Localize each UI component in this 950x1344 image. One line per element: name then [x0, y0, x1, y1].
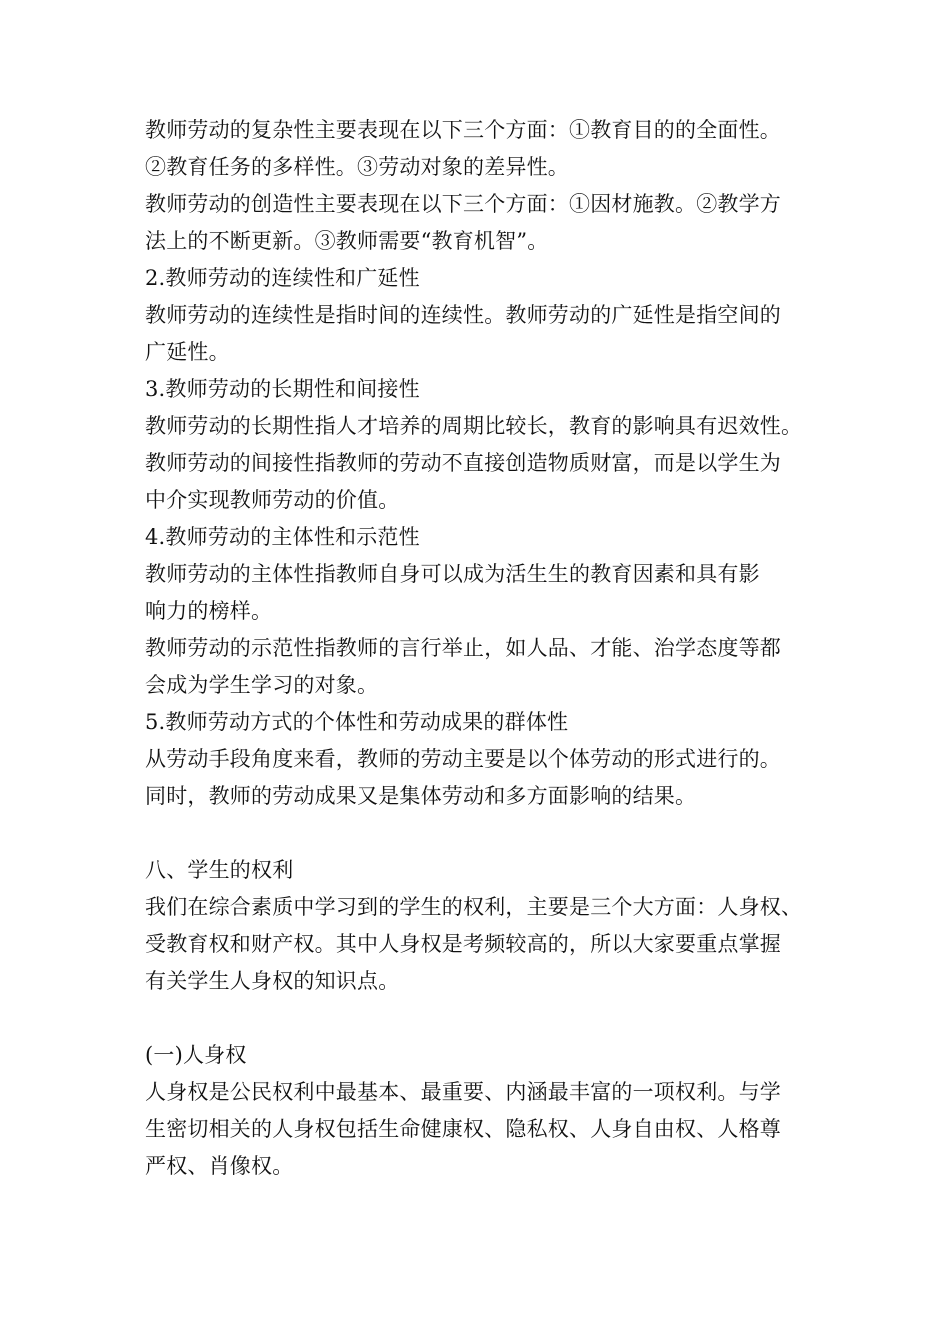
- text-line: 教师劳动的间接性指教师的劳动不直接创造物质财富，而是以学生为: [145, 451, 781, 475]
- text-line: 法上的不断更新。③教师需要“教育机智”。: [145, 229, 549, 253]
- text-line: 响力的榜样。: [145, 599, 273, 623]
- section-heading: 3.教师劳动的长期性和间接性: [145, 377, 420, 401]
- blank-line: [145, 815, 825, 852]
- text-line: 严权、肖像权。: [145, 1154, 294, 1178]
- subsection-heading: (一)人身权: [145, 1043, 247, 1067]
- text-line: 教师劳动的长期性指人才培养的周期比较长，教育的影响具有迟效性。: [145, 414, 803, 438]
- section-heading: 5.教师劳动方式的个体性和劳动成果的群体性: [145, 710, 569, 734]
- text-line: 受教育权和财产权。其中人身权是考频较高的，所以大家要重点掌握: [145, 932, 781, 956]
- section-heading: 2.教师劳动的连续性和广延性: [145, 266, 420, 290]
- text-line: 同时，教师的劳动成果又是集体劳动和多方面影响的结果。: [145, 784, 697, 808]
- blank-line: [145, 1000, 825, 1037]
- text-line: 教师劳动的示范性指教师的言行举止，如人品、才能、治学态度等都: [145, 636, 781, 660]
- text-line: 从劳动手段角度来看，教师的劳动主要是以个体劳动的形式进行的。: [145, 747, 781, 771]
- text-line: 生密切相关的人身权包括生命健康权、隐私权、人身自由权、人格尊: [145, 1117, 781, 1141]
- document-page: [145, 112, 825, 1185]
- text-line: 广延性。: [145, 340, 230, 364]
- text-line: 教师劳动的复杂性主要表现在以下三个方面：①教育目的的全面性。: [145, 118, 781, 142]
- text-line: 教师劳动的主体性指教师自身可以成为活生生的教育因素和具有影: [145, 562, 760, 586]
- text-line: 有关学生人身权的知识点。: [145, 969, 400, 993]
- text-line: 教师劳动的创造性主要表现在以下三个方面：①因材施教。②教学方: [145, 192, 781, 216]
- text-line: 教师劳动的连续性是指时间的连续性。教师劳动的广延性是指空间的: [145, 303, 781, 327]
- chapter-heading: 八、学生的权利: [145, 858, 294, 882]
- text-line: 人身权是公民权利中最基本、最重要、内涵最丰富的一项权利。与学: [145, 1080, 781, 1104]
- text-line: 我们在综合素质中学习到的学生的权利，主要是三个大方面：人身权、: [145, 895, 803, 919]
- text-line: ②教育任务的多样性。③劳动对象的差异性。: [145, 155, 569, 179]
- text-line: 会成为学生学习的对象。: [145, 673, 379, 697]
- text-line: 中介实现教师劳动的价值。: [145, 488, 400, 512]
- section-heading: 4.教师劳动的主体性和示范性: [145, 525, 420, 549]
